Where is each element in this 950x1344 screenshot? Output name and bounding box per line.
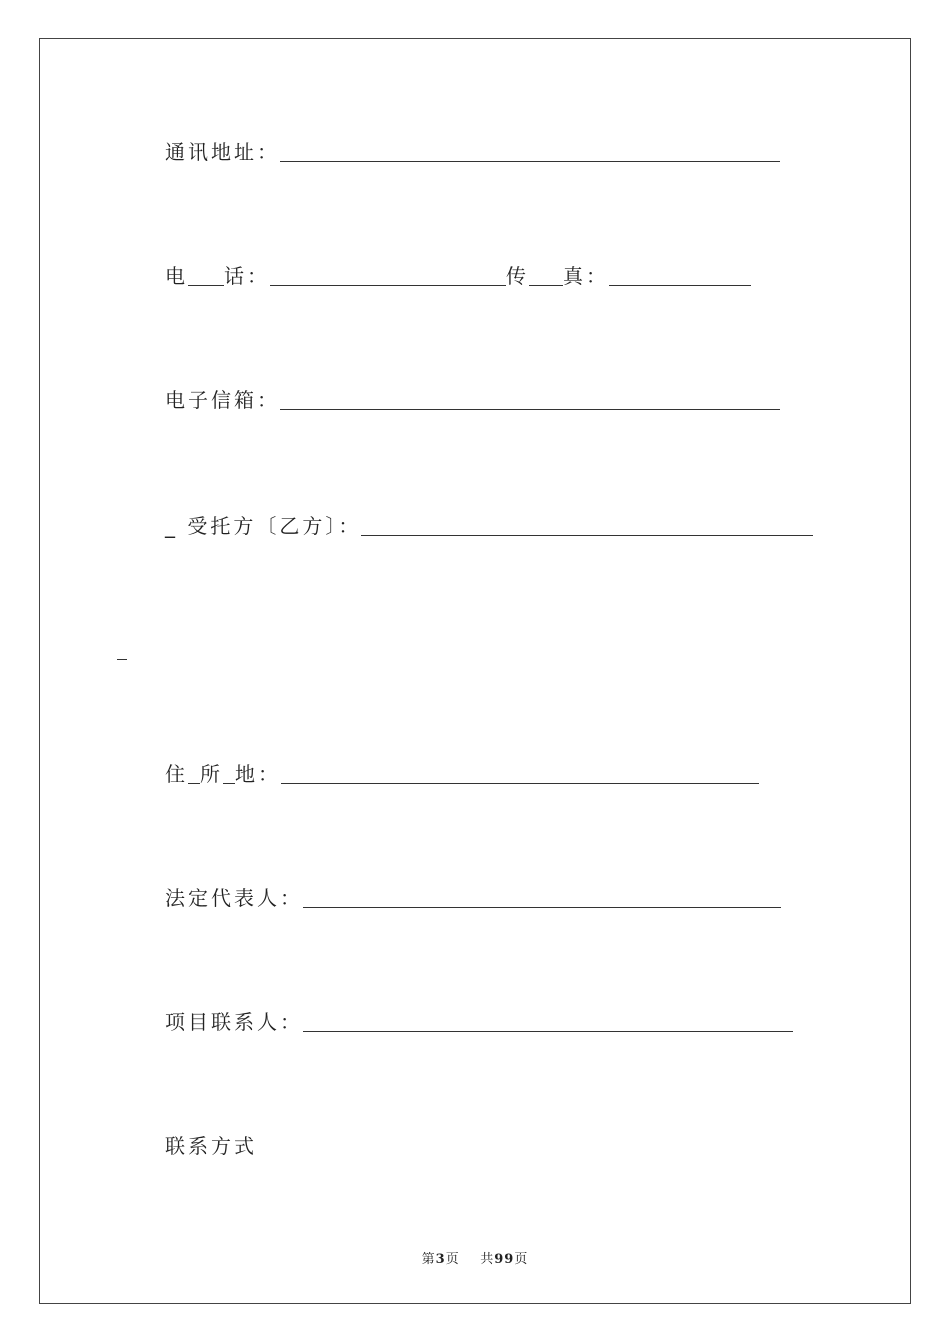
- stray-underscore-mark: [117, 659, 127, 660]
- fax-blank[interactable]: [609, 263, 751, 286]
- address-label: 通讯地址：: [165, 140, 280, 164]
- phone-label-a: 电: [165, 264, 188, 288]
- domicile-field: [165, 756, 759, 786]
- total-prefix: 共: [480, 1252, 495, 1267]
- domicile-label-a: 住: [165, 762, 188, 786]
- project-contact-blank[interactable]: [303, 1009, 793, 1032]
- address-field: [165, 134, 780, 164]
- project-contact-field: [165, 1004, 793, 1034]
- phone-label-b: 话：: [224, 264, 270, 288]
- page-prefix: 第: [421, 1252, 436, 1267]
- phone-label-gap: [188, 263, 224, 286]
- domicile-blank[interactable]: [281, 761, 759, 784]
- trustee-blank[interactable]: [361, 513, 813, 536]
- page-border: [39, 38, 911, 1304]
- domicile-label-b: 所: [200, 762, 223, 786]
- legal-rep-label: 法定代表人：: [165, 886, 303, 910]
- legal-rep-field: [165, 880, 781, 910]
- phone-blank[interactable]: [270, 263, 506, 286]
- domicile-gap-1: [188, 761, 200, 784]
- total-pages: 99: [494, 1252, 515, 1267]
- trustee-label: _ 受托方〔乙方〕：: [165, 514, 362, 538]
- email-field: [165, 382, 780, 412]
- contact-method-field: [165, 1128, 257, 1158]
- domicile-gap-2: [223, 761, 235, 784]
- phone-fax-field: [165, 258, 751, 288]
- project-contact-label: 项目联系人：: [165, 1010, 303, 1034]
- page-footer: [0, 1248, 950, 1267]
- fax-label-b: 真：: [563, 264, 609, 288]
- domicile-label-c: 地：: [235, 762, 281, 786]
- email-label: 电子信箱：: [165, 388, 280, 412]
- address-blank[interactable]: [280, 139, 780, 162]
- trustee-field: [165, 508, 813, 538]
- page-number: 3: [435, 1252, 446, 1267]
- fax-label-a: 传: [506, 264, 529, 288]
- email-blank[interactable]: [280, 387, 780, 410]
- legal-rep-blank[interactable]: [303, 885, 781, 908]
- contact-method-label: 联系方式: [165, 1134, 257, 1158]
- page-suffix: 页: [445, 1252, 460, 1267]
- fax-label-gap: [529, 263, 563, 286]
- total-suffix: 页: [514, 1252, 529, 1267]
